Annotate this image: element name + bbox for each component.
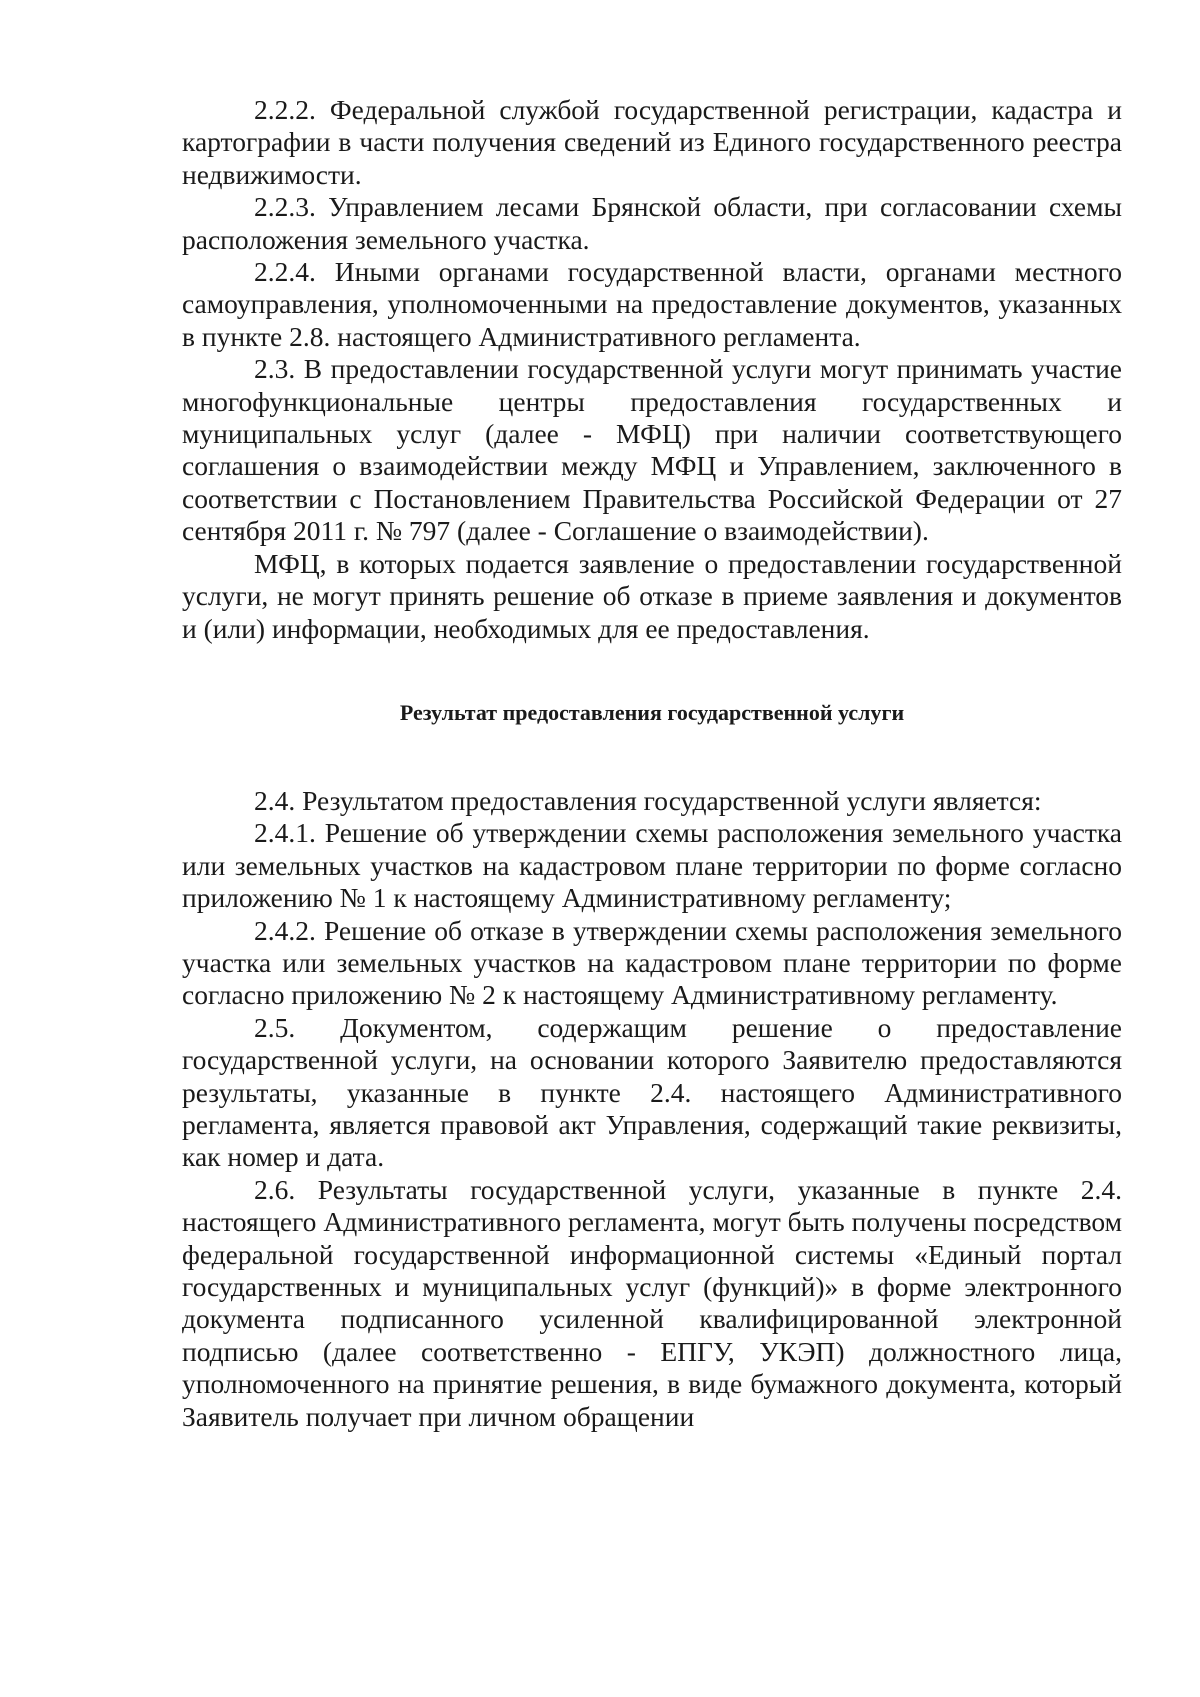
- paragraph-2-2-4: 2.2.4. Иными органами государственной власти, органами местного самоуправления, уполномоченными на предоставление документов, указанных в пункте 2.8. настоящего Административного регламента.: [182, 256, 1122, 352]
- section-heading: Результат предоставления государственной услуги: [399, 699, 905, 725]
- paragraph-2-3: 2.3. В предоставлении государственной услуги могут принимать участие многофункциональные центры предоставления государственных и муниципальных услуг (далее - МФЦ) при наличии соответствующего соглашения о взаимодействии между МФЦ и Управлением, заключенного в соответствии с Постановлением Правительства Российской Федерации от 27 сентября 2011 г. № 797 (далее - Соглашение о взаимодействии).: [182, 353, 1122, 547]
- paragraph-2-2-3: 2.2.3. Управлением лесами Брянской области, при согласовании схемы расположения земельного участка.: [182, 191, 1122, 255]
- paragraph-2-4-2: 2.4.2. Решение об отказе в утверждении схемы расположения земельного участка или земельных участков на кадастровом плане территории по форме согласно приложению № 2 к настоящему Административному регламенту.: [182, 914, 1122, 1011]
- paragraph-2-6: 2.6. Результаты государственной услуги, указанные в пункте 2.4. настоящего Административного регламента, могут быть получены посредством федеральной государственной информационной системы «Единый портал государственных и муниципальных услуг (функций)» в форме электронного документа подписанного усиленной квалифицированной электронной подписью (далее соответственно - ЕПГУ, УКЭП) должностного лица, уполномоченного на принятие решения, в виде бумажного документа, который Заявитель получает при личном обращении: [182, 1173, 1122, 1432]
- paragraph-2-2-2: 2.2.2. Федеральной службой государственной регистрации, кадастра и картографии в части получения сведений из Единого государственного реестра недвижимости.: [182, 94, 1122, 190]
- paragraph-2-4-1: 2.4.1. Решение об утверждении схемы расположения земельного участка или земельных участков на кадастровом плане территории по форме согласно приложению № 1 к настоящему Административному регламенту;: [182, 817, 1122, 914]
- paragraph-mfc: МФЦ, в которых подается заявление о предоставлении государственной услуги, не могут принять решение об отказе в приеме заявления и документов и (или) информации, необходимых для ее предоставления.: [182, 547, 1122, 644]
- spacer: [182, 645, 1122, 697]
- paragraph-2-4: 2.4. Результатом предоставления государственной услуги является:: [254, 784, 1042, 816]
- spacer: [182, 729, 1122, 785]
- paragraph-2-5: 2.5. Документом, содержащим решение о предоставление государственной услуги, на основании которого Заявителю предоставляются результаты, указанные в пункте 2.4. настоящего Административного регламента, является правовой акт Управления, содержащий такие реквизиты, как номер и дата.: [182, 1011, 1122, 1173]
- document-page: [182, 94, 1122, 1433]
